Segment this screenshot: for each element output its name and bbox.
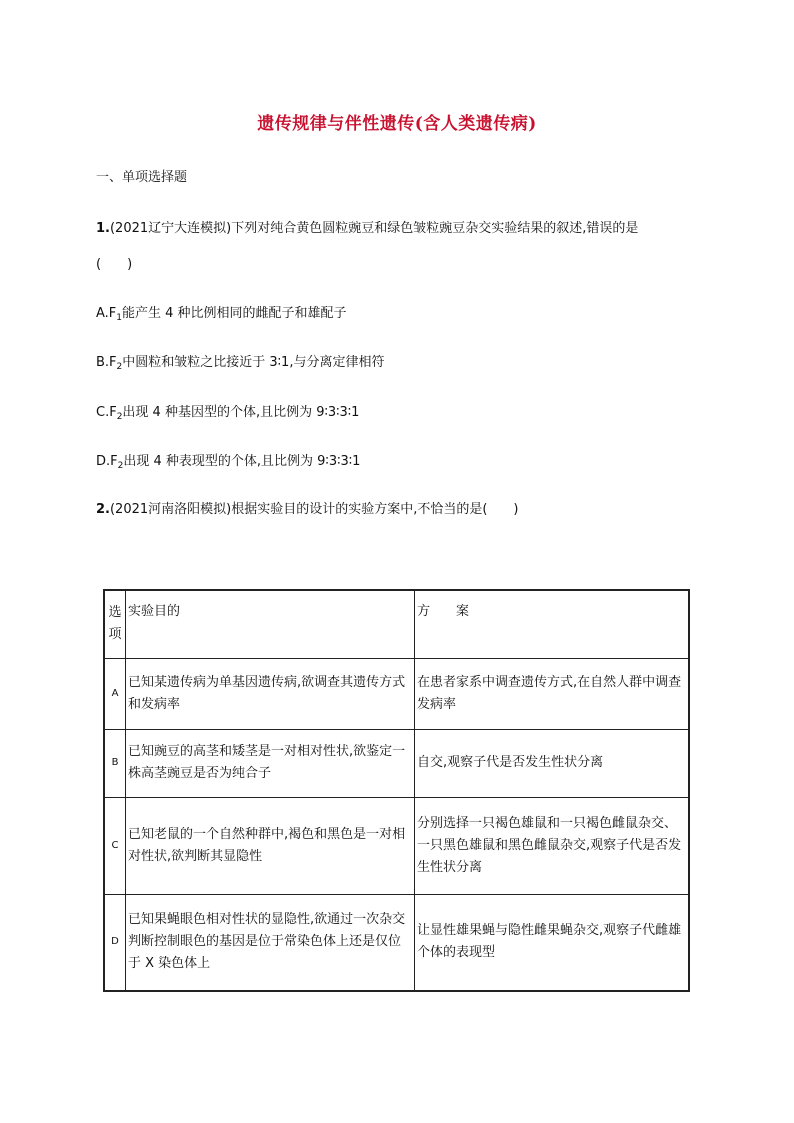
question-2-number: 2. [96, 502, 110, 517]
table-row [104, 729, 689, 797]
table-cell-goal: 已知果蝇眼色相对性状的显隐性,欲通过一次杂交判断控制眼色的基因是位于常染色体上还是仅位于 X 染色体上 [126, 894, 415, 991]
table-cell-goal: 已知某遗传病为单基因遗传病,欲调查其遗传方式和发病率 [126, 658, 415, 729]
table-header-goal: 实验目的 [126, 590, 415, 658]
table-row [104, 894, 689, 991]
table-row [104, 658, 689, 729]
table-cell-option: D [104, 894, 126, 991]
table-cell-plan: 分别选择一只褐色雄鼠和一只褐色雌鼠杂交、一只黑色雄鼠和黑色雌鼠杂交,观察子代是否发生性状分离 [415, 797, 690, 894]
table-header-option: 选项 [104, 590, 126, 658]
table-cell-goal: 已知豌豆的高茎和矮茎是一对相对性状,欲鉴定一株高茎豌豆是否为纯合子 [126, 729, 415, 797]
question-1-option-d: $D.F_2$出现 4 种表现型的个体,且比例为 9∶3∶3∶1 [96, 454, 361, 471]
table-cell-plan: 让显性雄果蝇与隐性雌果蝇杂交,观察子代雌雄个体的表现型 [415, 894, 690, 991]
question-2-text: (2021河南洛阳模拟)根据实验目的设计的实验方案中,不恰当的是( ) [109, 502, 519, 517]
question-1-number: 1. [96, 221, 110, 236]
section-heading: 一、单项选择题 [96, 170, 188, 185]
question-1-option-c: $C.F_2$出现 4 种基因型的个体,且比例为 9∶3∶3∶1 [96, 405, 360, 422]
table-cell-option: B [104, 729, 126, 797]
question-1-stem [96, 217, 638, 236]
question-1-option-a: $A.F_1$能产生 4 种比例相同的雌配子和雄配子 [96, 306, 347, 323]
table-header-row [104, 590, 689, 658]
table-cell-option: C [104, 797, 126, 894]
question-1-text: (2021辽宁大连模拟)下列对纯合黄色圆粒豌豆和绿色皱粒豌豆杂交实验结果的叙述,错误的是 [109, 221, 639, 236]
table-row [104, 797, 689, 894]
question-1-option-b: $B.F_2$中圆粒和皱粒之比接近于 3∶1,与分离定律相符 [96, 355, 385, 372]
table-cell-plan: 在患者家系中调查遗传方式,在自然人群中调查发病率 [415, 658, 690, 729]
table-header-plan: 方 案 [415, 590, 690, 658]
question-1-answer-paren: ( ) [96, 257, 133, 272]
table-cell-goal: 已知老鼠的一个自然种群中,褐色和黑色是一对相对性状,欲判断其显隐性 [126, 797, 415, 894]
experiment-table [103, 589, 690, 992]
page-title: 遗传规律与伴性遗传(含人类遗传病) [257, 114, 537, 134]
table-cell-plan: 自交,观察子代是否发生性状分离 [415, 729, 690, 797]
question-2-stem [96, 498, 519, 517]
table-cell-option: A [104, 658, 126, 729]
